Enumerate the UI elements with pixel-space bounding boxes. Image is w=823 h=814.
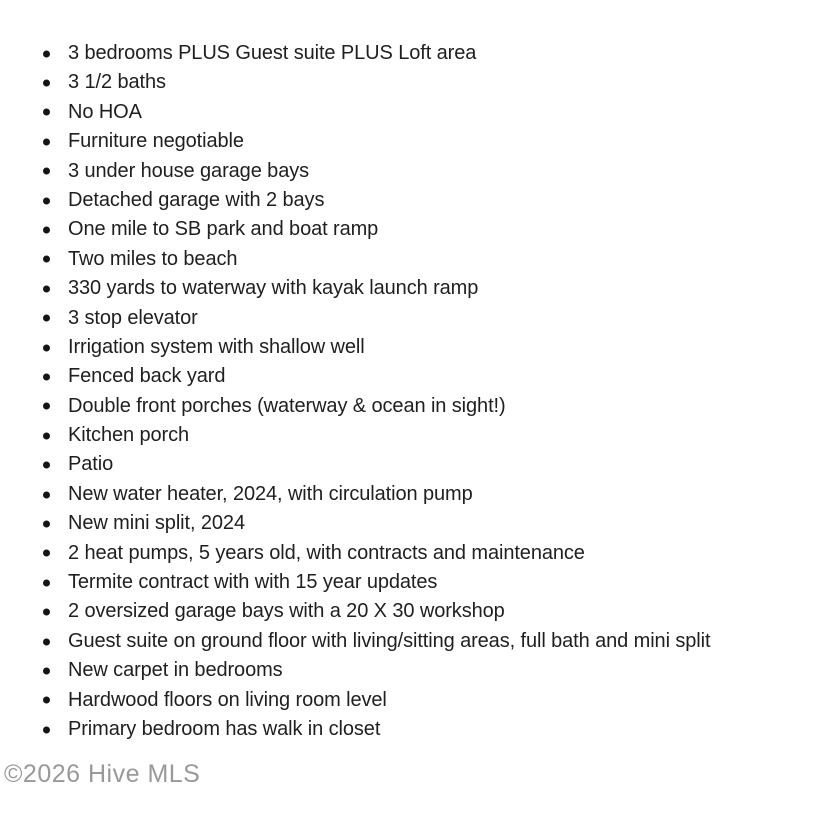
bullet-icon (43, 403, 50, 410)
bullet-icon (43, 638, 50, 645)
bullet-icon (43, 609, 50, 616)
list-item-text: Kitchen porch (68, 424, 189, 447)
list-item-text: 2 oversized garage bays with a 20 X 30 workshop (68, 600, 505, 623)
bullet-icon (43, 109, 50, 116)
bullet-icon (43, 168, 50, 175)
bullet-icon (43, 726, 50, 733)
bullet-icon (43, 344, 50, 351)
list-item (40, 421, 815, 450)
bullet-icon (43, 80, 50, 87)
bullet-icon (43, 138, 50, 145)
list-item (40, 98, 815, 127)
list-item-text: 3 under house garage bays (68, 159, 310, 182)
list-item (40, 509, 815, 538)
list-item (40, 304, 815, 333)
list-item (40, 568, 815, 597)
list-item-text: 3 bedrooms PLUS Guest suite PLUS Loft area (68, 42, 477, 64)
mls-watermark: ©2026 Hive MLS (4, 760, 201, 788)
list-item-text: Furniture negotiable (68, 130, 244, 153)
list-item-text: New mini split, 2024 (68, 512, 245, 535)
list-item (40, 333, 815, 362)
list-item (40, 362, 815, 391)
list-item-text: 3 stop elevator (68, 306, 198, 329)
list-item (40, 392, 815, 421)
bullet-icon (43, 667, 50, 674)
list-item-text: No HOA (68, 100, 142, 123)
bullet-icon (43, 579, 50, 586)
list-item (40, 627, 815, 656)
list-item (40, 39, 815, 68)
list-item (40, 450, 815, 479)
list-item-text: 330 yards to waterway with kayak launch ramp (68, 277, 479, 300)
list-item-text: Irrigation system with shallow well (68, 335, 365, 358)
list-item (40, 656, 815, 685)
bullet-icon (43, 256, 50, 263)
bullet-icon (43, 197, 50, 204)
list-item-text: Fenced back yard (68, 365, 226, 388)
list-item-text: 3 1/2 baths (68, 71, 166, 94)
list-item (40, 127, 815, 156)
list-item-text: Guest suite on ground floor with living/sitting areas, full bath and mini split (68, 629, 711, 652)
list-item (40, 480, 815, 509)
bullet-icon (43, 432, 50, 439)
list-item-text: New water heater, 2024, with circulation pump (68, 482, 473, 505)
list-item (40, 68, 815, 97)
list-item (40, 245, 815, 274)
list-item-text: Two miles to beach (68, 247, 238, 270)
bullet-icon (43, 227, 50, 234)
bullet-icon (43, 462, 50, 469)
list-item (40, 597, 815, 626)
list-item-text: Hardwood floors on living room level (68, 688, 387, 711)
bullet-icon (43, 373, 50, 380)
bullet-icon (43, 550, 50, 557)
bullet-icon (43, 50, 50, 57)
list-item-text: Detached garage with 2 bays (68, 188, 325, 211)
list-item-text: New carpet in bedrooms (68, 659, 283, 682)
list-item-text: Double front porches (waterway & ocean in sight!) (68, 394, 506, 417)
list-item (40, 186, 815, 215)
bullet-icon (43, 491, 50, 498)
bullet-icon (43, 697, 50, 704)
list-item (40, 539, 815, 568)
list-item-text: One mile to SB park and boat ramp (68, 218, 379, 241)
list-item (40, 686, 815, 715)
list-item (40, 715, 815, 744)
list-item-text: Primary bedroom has walk in closet (68, 717, 381, 740)
list-item (40, 157, 815, 186)
list-item-text: 2 heat pumps, 5 years old, with contracts and maintenance (68, 541, 585, 564)
bullet-icon (43, 520, 50, 527)
list-item (40, 215, 815, 244)
bullet-icon (43, 315, 50, 322)
bullet-icon (43, 285, 50, 292)
list-item-text: Patio (68, 453, 114, 476)
list-item-text: Termite contract with with 15 year updates (68, 571, 438, 594)
list-item (40, 274, 815, 303)
